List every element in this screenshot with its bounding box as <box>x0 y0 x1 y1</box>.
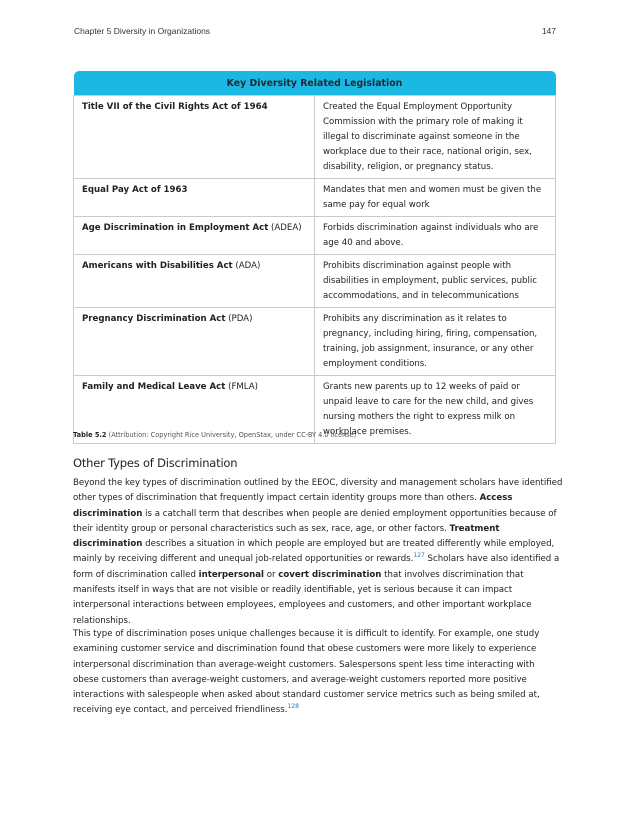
law-name: Pregnancy Discrimination Act (PDA) <box>74 308 315 376</box>
table-row <box>74 179 556 217</box>
footnote-ref-128[interactable]: 128 <box>287 703 299 711</box>
legislation-table <box>73 71 556 444</box>
table-row <box>74 255 556 308</box>
law-description: Grants new parents up to 12 weeks of paid or unpaid leave to care for the new child, and gives nursing mothers the right to express milk on workplace premises. <box>315 376 556 444</box>
law-description: Created the Equal Employment Opportunity Commission with the primary role of making it illegal to discriminate against someone in the workplace due to their race, national origin, sex, disability, religion, or pregnancy status. <box>315 96 556 179</box>
footnote-ref-127[interactable]: 127 <box>413 552 425 560</box>
term-covert-discrimination: covert discrimination <box>278 569 382 580</box>
table-caption <box>73 431 356 439</box>
paragraph-2: This type of discrimination poses unique challenges because it is difficult to identify. For example, one study examining customer service and discrimination found that obese customers were more likely to experience interpersonal discrimination than average-weight customers. Salespersons spent less time interacting with obese customers than average-weight customers, and average-weight customers reported more positive interactions with salespeople when asked about standard customer service metrics such as being smiled at, receiving eye contact, and perceived friendliness.$^{128}$ <box>73 629 540 716</box>
law-description: Prohibits discrimination against people with disabilities in employment, public services, public accommodations, and in telecommunications <box>315 255 556 308</box>
term-treatment-discrimination: Treatment discrimination <box>73 523 500 550</box>
table-row <box>74 96 556 179</box>
page-header <box>74 26 556 36</box>
law-name: Family and Medical Leave Act (FMLA) <box>74 376 315 444</box>
term-access-discrimination: Access discrimination <box>73 493 513 519</box>
law-name: Age Discrimination in Employment Act (ADEA) <box>74 217 315 255</box>
page-number: 147 <box>541 26 556 36</box>
table-title: Key Diversity Related Legislation <box>74 71 556 96</box>
law-name: Title VII of the Civil Rights Act of 1964 <box>74 96 315 179</box>
law-description: Forbids discrimination against individuals who are age 40 and above. <box>315 217 556 255</box>
table-row <box>74 308 556 376</box>
caption-label: Table 5.2 <box>73 431 107 439</box>
law-name: Equal Pay Act of 1963 <box>74 179 315 217</box>
section-heading: Other Types of Discrimination <box>73 456 238 470</box>
law-description: Prohibits any discrimination as it relates to pregnancy, including hiring, firing, compensation, training, job assignment, insurance, or any other employment conditions. <box>315 308 556 376</box>
law-name: Americans with Disabilities Act (ADA) <box>74 255 315 308</box>
caption-attribution: (Attribution: Copyright Rice University, OpenStax, under CC-BY 4.0 license) <box>106 431 357 439</box>
table-row <box>74 217 556 255</box>
term-interpersonal: interpersonal <box>198 569 264 580</box>
chapter-title: Chapter 5 Diversity in Organizations <box>74 26 211 36</box>
paragraph-1: Beyond the key types of discrimination outlined by the EEOC, diversity and management scholars have identified other types of discrimination that frequently impact certain identity groups more than others. Access discrimination is a catchall term that describes when people are denied employment opportunities because of their identity group or personal characteristics such as sex, race, age, or other factors. Treatment discrimination describes a situation in which people are employed but are treated differently while employed, mainly by receiving different and unequal job-related opportunities or rewards.$^{127}$ Scholars have also identified a form of discrimination called interpersonal or covert discrimination that involves discrimination that manifests itself in ways that are not visible or readily identifiable, yet is serious because it can impact interpersonal interactions between employees, employees and customers, and other important workplace relationships. <box>73 478 563 626</box>
law-description: Mandates that men and women must be given the same pay for equal work <box>315 179 556 217</box>
